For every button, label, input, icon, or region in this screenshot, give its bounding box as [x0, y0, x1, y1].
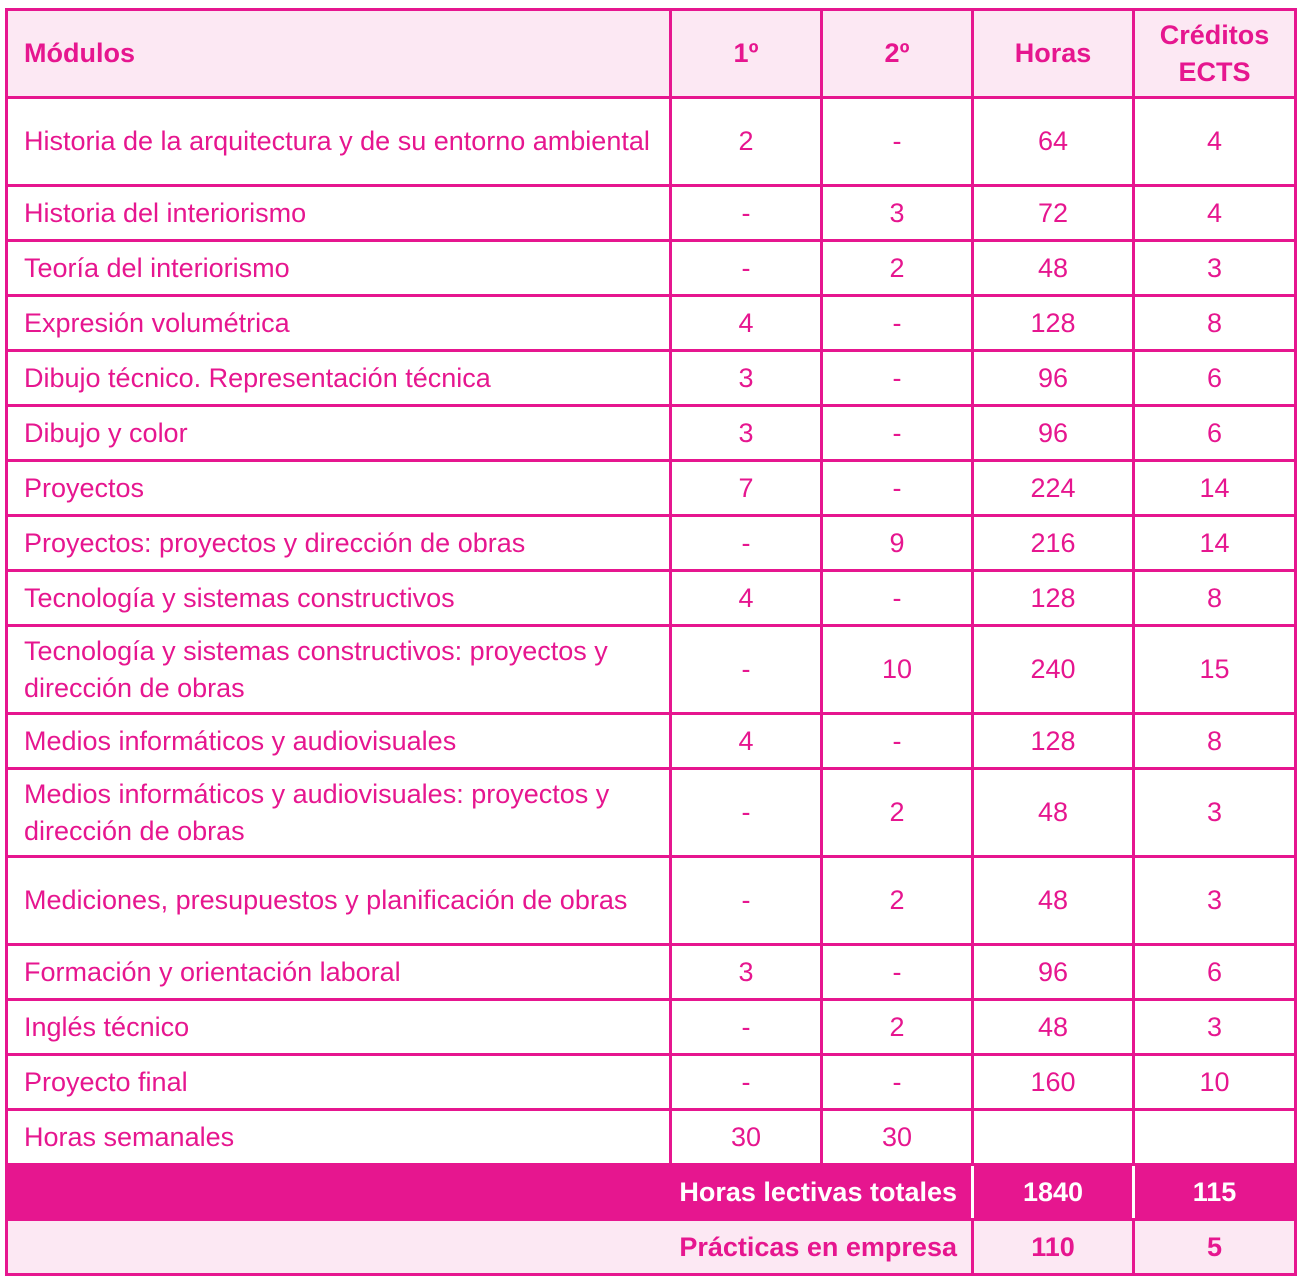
- hours-cell: 240: [973, 626, 1134, 714]
- module-name-cell: Tecnología y sistemas constructivos: [7, 571, 671, 626]
- practicas-row: [7, 1220, 1296, 1275]
- year2-cell: -: [822, 945, 973, 1000]
- year2-cell: -: [822, 296, 973, 351]
- year1-cell: 2: [671, 98, 822, 186]
- practicas-label: Prácticas en empresa: [7, 1220, 973, 1275]
- year2-cell: 10: [822, 626, 973, 714]
- table-row: [7, 296, 1296, 351]
- header-year-2: 2º: [822, 10, 973, 98]
- hours-cell: 224: [973, 461, 1134, 516]
- year1-cell: 4: [671, 714, 822, 769]
- ects-cell: 6: [1134, 406, 1296, 461]
- module-name-cell: Expresión volumétrica: [7, 296, 671, 351]
- year1-cell: 7: [671, 461, 822, 516]
- module-name-cell: Medios informáticos y audiovisuales: proyectos y dirección de obras: [7, 769, 671, 857]
- header-credits-line2: ECTS: [1178, 56, 1251, 87]
- totals-label: Horas lectivas totales: [7, 1165, 973, 1220]
- module-name-cell: Formación y orientación laboral: [7, 945, 671, 1000]
- header-hours: Horas: [973, 10, 1134, 98]
- table-row: [7, 98, 1296, 186]
- table-header-row: [7, 10, 1296, 98]
- ects-cell: 14: [1134, 516, 1296, 571]
- header-year-1: 1º: [671, 10, 822, 98]
- table-row: [7, 857, 1296, 945]
- year1-cell: 3: [671, 406, 822, 461]
- table-row: [7, 461, 1296, 516]
- year2-cell: 2: [822, 241, 973, 296]
- ects-cell: 3: [1134, 241, 1296, 296]
- header-modules: Módulos: [7, 10, 671, 98]
- ects-cell: 14: [1134, 461, 1296, 516]
- year1-cell: -: [671, 626, 822, 714]
- hours-cell: 48: [973, 1000, 1134, 1055]
- hours-cell: 128: [973, 296, 1134, 351]
- table-row: [7, 626, 1296, 714]
- ects-cell: 4: [1134, 186, 1296, 241]
- year1-cell: -: [671, 769, 822, 857]
- hours-cell: 48: [973, 241, 1134, 296]
- totals-hours: 1840: [973, 1165, 1134, 1220]
- ects-cell: 3: [1134, 1000, 1296, 1055]
- table-row: [7, 1055, 1296, 1110]
- hours-cell: 96: [973, 406, 1134, 461]
- module-name-cell: Mediciones, presupuestos y planificación de obras: [7, 857, 671, 945]
- module-name-cell: Horas semanales: [7, 1110, 671, 1165]
- table-row: [7, 1000, 1296, 1055]
- practicas-hours: 110: [973, 1220, 1134, 1275]
- totals-ects: 115: [1134, 1165, 1296, 1220]
- module-name-cell: Tecnología y sistemas constructivos: proyectos y dirección de obras: [7, 626, 671, 714]
- year2-cell: 9: [822, 516, 973, 571]
- year2-cell: -: [822, 98, 973, 186]
- year2-cell: -: [822, 406, 973, 461]
- table-row: [7, 351, 1296, 406]
- hours-cell: 72: [973, 186, 1134, 241]
- hours-cell: 64: [973, 98, 1134, 186]
- ects-cell: 10: [1134, 1055, 1296, 1110]
- hours-cell: 160: [973, 1055, 1134, 1110]
- module-name-cell: Inglés técnico: [7, 1000, 671, 1055]
- year1-cell: -: [671, 1000, 822, 1055]
- table-row: [7, 241, 1296, 296]
- ects-cell: 3: [1134, 769, 1296, 857]
- year2-cell: 3: [822, 186, 973, 241]
- year2-cell: -: [822, 461, 973, 516]
- module-name-cell: Medios informáticos y audiovisuales: [7, 714, 671, 769]
- header-credits-line1: Créditos: [1159, 19, 1270, 50]
- year2-cell: 2: [822, 1000, 973, 1055]
- module-name-cell: Dibujo técnico. Representación técnica: [7, 351, 671, 406]
- module-name-cell: Historia de la arquitectura y de su entorno ambiental: [7, 98, 671, 186]
- ects-cell: 3: [1134, 857, 1296, 945]
- hours-cell: 128: [973, 714, 1134, 769]
- hours-cell: 128: [973, 571, 1134, 626]
- hours-cell: 96: [973, 945, 1134, 1000]
- year2-cell: 2: [822, 857, 973, 945]
- module-name-cell: Proyecto final: [7, 1055, 671, 1110]
- hours-cell: 216: [973, 516, 1134, 571]
- year1-cell: 4: [671, 571, 822, 626]
- year1-cell: -: [671, 186, 822, 241]
- year1-cell: -: [671, 241, 822, 296]
- table-row: [7, 945, 1296, 1000]
- year1-cell: 3: [671, 351, 822, 406]
- ects-cell: 8: [1134, 714, 1296, 769]
- header-credits: [1134, 10, 1296, 98]
- year2-cell: -: [822, 351, 973, 406]
- ects-cell: 6: [1134, 351, 1296, 406]
- table-row: [7, 186, 1296, 241]
- table-row: [7, 406, 1296, 461]
- table-row: [7, 769, 1296, 857]
- module-name-cell: Teoría del interiorismo: [7, 241, 671, 296]
- year2-cell: -: [822, 1055, 973, 1110]
- year2-cell: -: [822, 714, 973, 769]
- module-name-cell: Proyectos: [7, 461, 671, 516]
- year2-cell: 2: [822, 769, 973, 857]
- year1-cell: -: [671, 1055, 822, 1110]
- year1-cell: 4: [671, 296, 822, 351]
- module-name-cell: Historia del interiorismo: [7, 186, 671, 241]
- table-row: [7, 571, 1296, 626]
- year1-cell: 30: [671, 1110, 822, 1165]
- table-body: [7, 98, 1296, 1165]
- practicas-ects: 5: [1134, 1220, 1296, 1275]
- hours-cell: 48: [973, 769, 1134, 857]
- curriculum-table: [5, 8, 1297, 1276]
- hours-cell: [973, 1110, 1134, 1165]
- module-name-cell: Proyectos: proyectos y dirección de obras: [7, 516, 671, 571]
- year2-cell: -: [822, 571, 973, 626]
- ects-cell: 6: [1134, 945, 1296, 1000]
- hours-cell: 96: [973, 351, 1134, 406]
- ects-cell: 4: [1134, 98, 1296, 186]
- ects-cell: [1134, 1110, 1296, 1165]
- year1-cell: -: [671, 516, 822, 571]
- ects-cell: 8: [1134, 296, 1296, 351]
- ects-cell: 8: [1134, 571, 1296, 626]
- table-row: [7, 1110, 1296, 1165]
- year2-cell: 30: [822, 1110, 973, 1165]
- ects-cell: 15: [1134, 626, 1296, 714]
- totals-row: [7, 1165, 1296, 1220]
- table-row: [7, 516, 1296, 571]
- hours-cell: 48: [973, 857, 1134, 945]
- table-row: [7, 714, 1296, 769]
- module-name-cell: Dibujo y color: [7, 406, 671, 461]
- year1-cell: -: [671, 857, 822, 945]
- year1-cell: 3: [671, 945, 822, 1000]
